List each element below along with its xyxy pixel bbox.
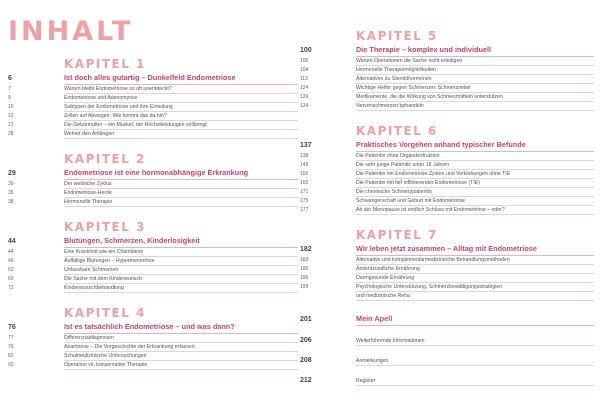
- spacer: [300, 111, 594, 123]
- entry-title: Endometriose-Herde: [64, 189, 298, 198]
- entry-title: Wichtige Helfer gegen Schmerzen: Schmerzmittel: [356, 84, 594, 93]
- toc-sub-entry[interactable]: [8, 352, 298, 361]
- entry-title: Endometriose und Adenomyose: [64, 94, 298, 103]
- page-number: 79: [8, 344, 14, 350]
- page-number: 44: [8, 238, 16, 245]
- toc-sub-entry[interactable]: [8, 248, 298, 257]
- entry-title: Ab der Menopause ist endlich Schluss mit Endometriose – oder?: [356, 206, 594, 215]
- spacer: [300, 346, 594, 356]
- page-number: 183: [300, 257, 309, 263]
- entry-title: Antientzündliche Ernährung: [356, 265, 594, 274]
- toc-sub-entry[interactable]: [8, 103, 298, 112]
- entry-title: Register: [356, 377, 594, 386]
- page-number: 38: [8, 199, 14, 205]
- entry-title: Warum bleibt Endometriose so oft unentdeckt?: [64, 85, 298, 94]
- entry-title: Schulmedizinische Untersuchungen: [64, 352, 298, 361]
- toc-sub-entry[interactable]: [300, 188, 594, 197]
- page-number: 83: [8, 353, 14, 359]
- entry-title: Nervenschmerzen behandeln: [356, 102, 594, 111]
- toc-sub-entry[interactable]: [300, 93, 594, 102]
- page-number: 126: [300, 94, 309, 100]
- toc-sub-entry[interactable]: [300, 161, 594, 170]
- page-number: 28: [8, 131, 14, 137]
- toc-sub-entry[interactable]: [8, 275, 298, 284]
- toc-extra-entry[interactable]: [300, 357, 594, 366]
- page-number: 182: [300, 246, 312, 253]
- page-number: 44: [8, 249, 14, 255]
- entry-title: Die Therapie – komplex und individuell: [356, 45, 594, 57]
- entry-title: Die Patientin mit tief infiltrierender Endometriose (TIE): [356, 179, 594, 188]
- toc-sub-entry[interactable]: [300, 57, 594, 66]
- toc-sub-entry[interactable]: [8, 85, 298, 94]
- entry-title: Die sehr junge Patientin unter 18 Jahren: [356, 161, 594, 170]
- page-number: 171: [300, 189, 309, 195]
- entry-title: Operation vs. konservative Therapie: [64, 361, 298, 370]
- page-number: 208: [300, 357, 312, 364]
- page-number: 212: [300, 377, 312, 384]
- chapter-main-entry[interactable]: [300, 244, 594, 256]
- spacer: [8, 139, 298, 151]
- entry-title: Weiterführende Informationen: [356, 337, 594, 346]
- page-number: 30: [8, 181, 14, 187]
- page-title: INHALT: [8, 16, 134, 47]
- chapter-main-entry[interactable]: [300, 140, 594, 152]
- page-number: 49: [8, 258, 14, 264]
- entry-title: Wir leben jetzt zusammen – Alltag mit Endometriose: [356, 244, 594, 256]
- entry-title: Anmerkungen: [356, 357, 594, 366]
- toc-sub-entry[interactable]: [8, 198, 298, 207]
- page-number: 201: [300, 316, 312, 323]
- page-number: 137: [300, 142, 312, 149]
- toc-sub-entry[interactable]: [300, 256, 594, 265]
- chapter-main-entry[interactable]: [8, 236, 298, 248]
- chapter-main-entry[interactable]: [300, 45, 594, 57]
- entry-title: Unfassbare Schmerzen: [64, 266, 298, 275]
- entry-title: Die Gebärmutter – ein Muskel, der Höchstleistungen vollbringt: [64, 121, 298, 130]
- toc-sub-entry[interactable]: [8, 361, 298, 370]
- toc-sub-entry[interactable]: [300, 170, 594, 179]
- toc-right-column: [300, 28, 594, 386]
- page-number: 196: [300, 275, 309, 281]
- page-number: 138: [300, 153, 309, 159]
- spacer: [300, 326, 594, 336]
- entry-title: Schwangerschaft und Geburt mit Endometriose: [356, 197, 594, 206]
- entry-title: Differenzialdiagnosen: [64, 334, 298, 343]
- chapter-heading: KAPITEL 6: [356, 124, 438, 138]
- page-number: 7: [8, 86, 11, 92]
- toc-left-column: [8, 56, 298, 370]
- entry-title: Alternative und komplementärmedizinische Behandlungsmethoden: [356, 256, 594, 265]
- entry-title: Blutungen, Schmerzen, Kinderlosigkeit: [64, 236, 298, 248]
- page-number: 175: [300, 198, 309, 204]
- entry-title: Die Patientin ohne Organdestruktion: [356, 152, 594, 161]
- page-number: 104: [300, 67, 309, 73]
- chapter-main-entry[interactable]: [8, 168, 298, 180]
- chapter-heading: KAPITEL 2: [64, 152, 146, 166]
- entry-title: Darmgesunde Ernährung: [356, 274, 594, 283]
- page-number: 149: [300, 162, 309, 168]
- chapter-heading: KAPITEL 3: [64, 220, 146, 234]
- toc-sub-entry[interactable]: [8, 284, 298, 293]
- spacer: [300, 366, 594, 376]
- page-number: 100: [300, 58, 309, 64]
- entry-title: Die chronische Schmerzpatientin: [356, 188, 594, 197]
- chapter-heading: KAPITEL 1: [64, 57, 146, 71]
- entry-title: Kinderwunschbehandlung: [64, 284, 298, 293]
- page-number: 29: [8, 170, 16, 177]
- page-number: 206: [300, 337, 312, 344]
- spacer: [8, 207, 298, 219]
- page-number: 134: [300, 103, 309, 109]
- chapter-section: [8, 56, 298, 139]
- toc-extra-entry[interactable]: [300, 314, 594, 326]
- entry-title: Endometriose ist eine hormonabhängige Erkrankung: [64, 168, 298, 180]
- page-number: 76: [8, 324, 16, 331]
- entry-title: Die Patientin mit Endometriose-Zysten und Verklebungen ohne TIE: [356, 170, 594, 179]
- page-number: 35: [8, 190, 14, 196]
- page-number: 100: [300, 47, 312, 54]
- toc-sub-entry[interactable]: [8, 130, 298, 139]
- toc-sub-entry[interactable]: [8, 180, 298, 189]
- entry-title: Die Sache mit dem Kinderwunsch: [64, 275, 298, 284]
- spacer: [8, 293, 298, 305]
- page-number: 93: [8, 362, 14, 368]
- toc-sub-entry[interactable]: [300, 152, 594, 161]
- chapter-heading: KAPITEL 5: [356, 29, 438, 43]
- chapter-heading: KAPITEL 4: [64, 306, 146, 320]
- toc-extra-entry[interactable]: [300, 337, 594, 346]
- toc-sub-entry[interactable]: [300, 265, 594, 274]
- toc-sub-entry[interactable]: [8, 94, 298, 103]
- toc-extra-entry[interactable]: [300, 377, 594, 386]
- chapter-section: [300, 28, 594, 111]
- entry-title: Eine Krankheit wie ein Chamäleon: [64, 248, 298, 257]
- page-number: 21: [8, 122, 14, 128]
- entry-title: und medizinische Reha: [356, 292, 594, 301]
- page-number: 155: [300, 171, 309, 177]
- chapter-section: [8, 219, 298, 293]
- toc-sub-entry[interactable]: [8, 257, 298, 266]
- entry-title: Zellen auf Abwegen: Wie kommt das da hin?: [64, 112, 298, 121]
- entry-title: Praktisches Vorgehen anhand typischer Befunde: [356, 140, 594, 152]
- spacer: [300, 215, 594, 227]
- chapter-section: [8, 151, 298, 207]
- entry-title: Mein Apell: [356, 314, 594, 326]
- chapter-section: [300, 123, 594, 215]
- chapter-heading: KAPITEL 7: [356, 228, 438, 242]
- toc-sub-entry[interactable]: [300, 66, 594, 75]
- entry-title: Wehret den Anfängen: [64, 130, 298, 139]
- entry-title: Psychologische Unterstützung, Schmerzbewältigungsstrategien: [356, 283, 594, 292]
- toc-sub-entry[interactable]: [300, 75, 594, 84]
- toc-sub-entry[interactable]: [300, 283, 594, 292]
- toc-sub-entry[interactable]: [300, 206, 594, 215]
- page-number: 77: [8, 335, 14, 341]
- entry-title: Alternativen zu Steroidhormonen: [356, 75, 594, 84]
- toc-sub-entry[interactable]: [300, 197, 594, 206]
- page-number: 6: [8, 75, 12, 82]
- toc-sub-entry[interactable]: [300, 102, 594, 111]
- chapter-section: [8, 305, 298, 370]
- entry-title: Ist doch alles gutartig – Dunkelfeld Endometriose: [64, 73, 298, 85]
- page-number: 65: [8, 276, 14, 282]
- toc-sub-entry[interactable]: [8, 189, 298, 198]
- page-number: 190: [300, 266, 309, 272]
- spacer: [300, 301, 594, 313]
- page-number: 12: [8, 113, 14, 119]
- entry-title: Der weibliche Zyklus: [64, 180, 298, 189]
- page-number: 177: [300, 207, 309, 213]
- page-number: 199: [300, 284, 309, 290]
- toc-sub-entry[interactable]: [300, 179, 594, 188]
- chapter-main-entry[interactable]: [8, 73, 298, 85]
- page-number: 124: [300, 85, 309, 91]
- page-number: 115: [300, 76, 308, 82]
- toc-sub-entry[interactable]: [8, 112, 298, 121]
- page-number: 52: [8, 267, 14, 273]
- toc-sub-entry[interactable]: [8, 266, 298, 275]
- page-number: 72: [8, 285, 14, 291]
- entry-title: Hormonelle Therapiemöglichkeiten: [356, 66, 594, 75]
- toc-sub-entry[interactable]: [8, 334, 298, 343]
- toc-sub-entry[interactable]: [8, 121, 298, 130]
- entry-title: Medikamente, die die Wirkung von Schmerzmitteln unterstützen: [356, 93, 594, 102]
- entry-title: Ist es tatsächlich Endometriose – und was dann?: [64, 322, 298, 334]
- entry-title: Subtypen der Endometriose und ihre Einteilung: [64, 103, 298, 112]
- entry-title: Anamnese – Die Vorgeschichte der Erkrankung erfassen: [64, 343, 298, 352]
- entry-title: Hormonelle Therapie: [64, 198, 298, 207]
- entry-title: Warum Operationen die Sache nicht erledigen: [356, 57, 594, 66]
- chapter-section: [300, 227, 594, 301]
- entry-title: Auffällige Blutungen – Hypermenorrhoe: [64, 257, 298, 266]
- chapter-main-entry[interactable]: [8, 322, 298, 334]
- toc-sub-entry[interactable]: [300, 274, 594, 283]
- toc-sub-entry[interactable]: [300, 292, 594, 301]
- page-number: 9: [8, 95, 11, 101]
- toc-sub-entry[interactable]: [300, 84, 594, 93]
- toc-sub-entry[interactable]: [8, 343, 298, 352]
- page-number: 165: [300, 180, 309, 186]
- page-number: 10: [8, 104, 14, 110]
